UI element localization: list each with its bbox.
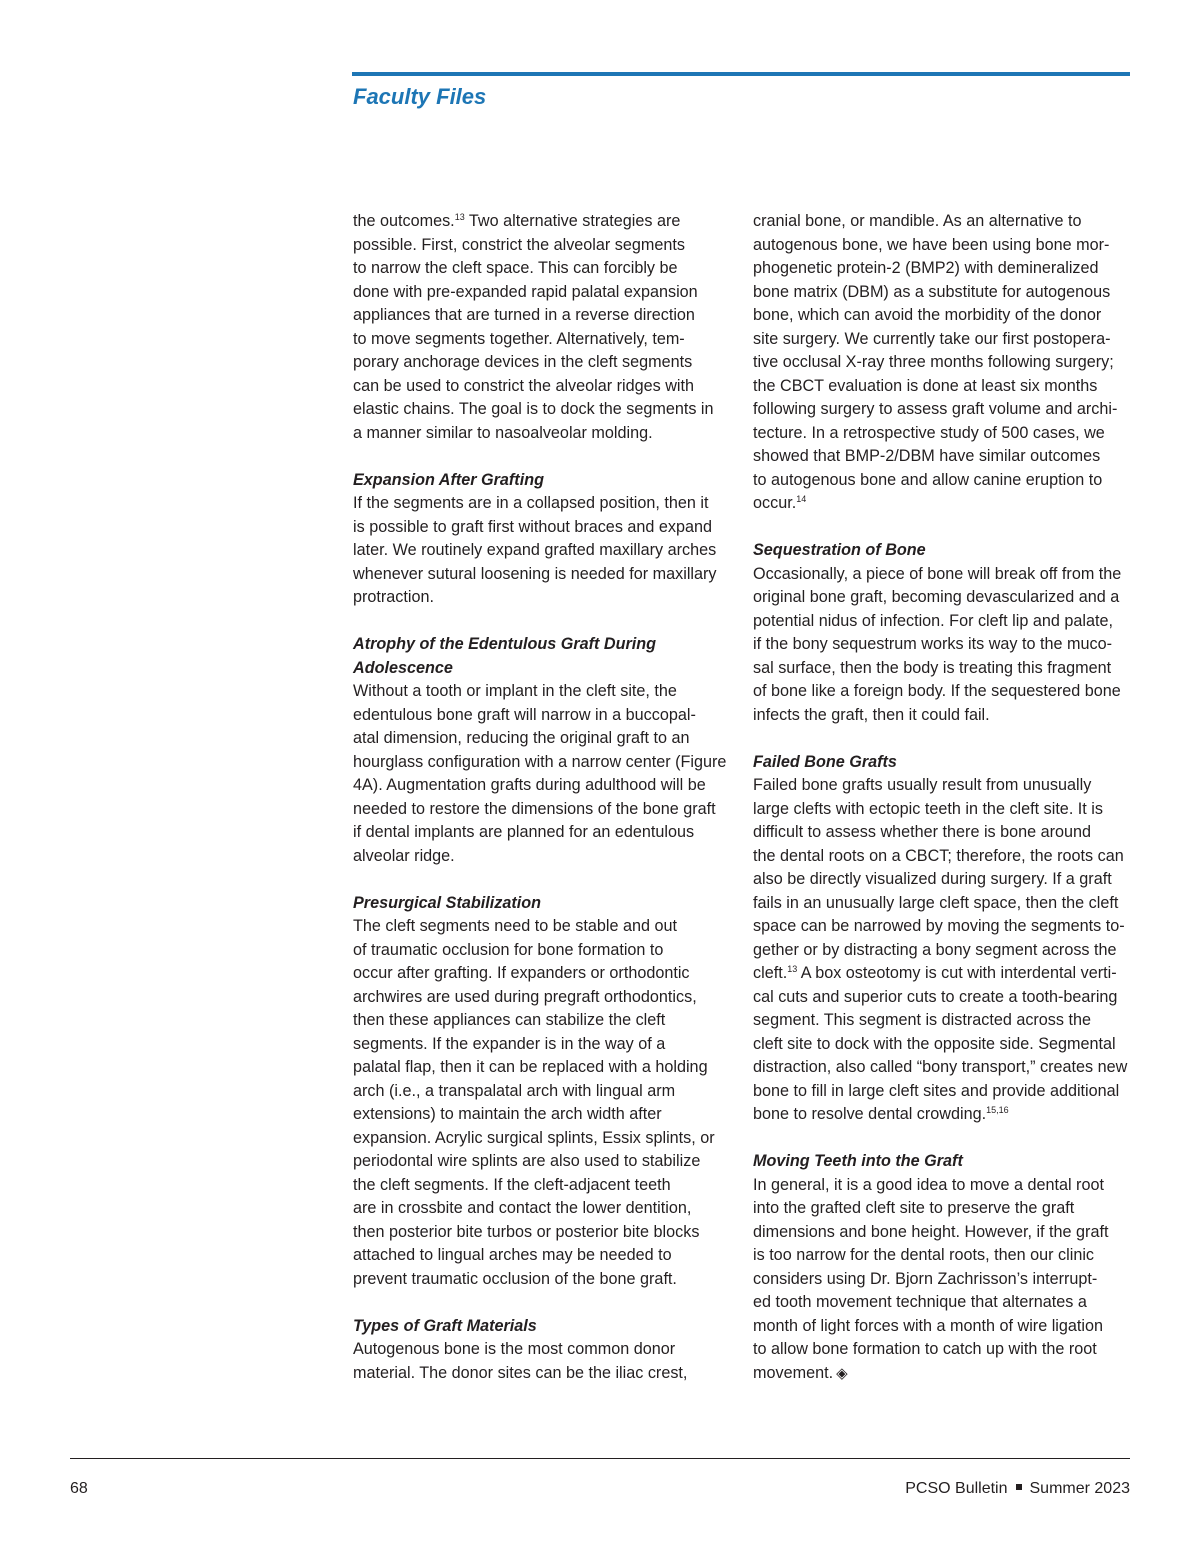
footer-publication [905,1480,1130,1498]
paragraph: the outcomes.$^{13}$ Two alternative strategies are possible. First, constrict the alveolar segments to narrow the cleft space. This can forcibly be done with pre-expanded rapid palatal expansion appliances that are turned in a reverse direction to move segments together. Alternatively, tem- porary anchorage devices in the cleft segments can be used to constrict the alveolar ridges with elastic chains. The goal is to dock the segments in a manner similar to nasoalveolar molding. [353,212,714,442]
paragraph: If the segments are in a collapsed position, then it is possible to graft first without braces and expand later. We routinely expand grafted maxillary arches whenever sutural loosening is needed for maxillary protraction. [353,494,717,606]
subheading-sequestration-of-bone: Sequestration of Bone [753,541,926,559]
footer-rule [70,1458,1130,1459]
subheading-expansion-after-grafting: Expansion After Grafting [353,470,544,489]
subheading-atrophy-line2: Adolescence [353,658,453,677]
issue-date: Summer 2023 [1029,1480,1130,1497]
citation: 15,16 [986,1105,1009,1115]
end-of-article-icon: ◈ [836,1364,848,1382]
section-title: Faculty Files [353,84,487,109]
paragraph: Failed bone grafts usually result from unusually large clefts with ectopic teeth in the cleft site. It is difficult to assess whether there is bone around the dental roots on a CBCT; therefore, the roots can also be directly visualized during surgery. If a graft fails in an unusually large cleft space, then the cleft space can be narrowed by moving the segments to- gether or by distracting a bony segment across the cleft.$^{13}$ A box osteotomy is cut with interdental verti- cal cuts and superior cuts to create a tooth-bearing segment. This segment is distracted across the cleft site to dock with the opposite side. Segmental distraction, also called “bony transport,” creates new bone to fill in large cleft sites and provide additional bone to resolve dental crowding.$^{15,16}$ [753,776,1128,1123]
subheading-types-of-graft-materials: Types of Graft Materials [353,1316,537,1335]
subheading-moving-teeth: Moving Teeth into the Graft [753,1152,963,1170]
subheading-presurgical-stabilization: Presurgical Stabilization [353,893,542,912]
paragraph: cranial bone, or mandible. As an alternative to autogenous bone, we have been using bone mor- phogenetic protein-2 (BMP2) with demineralized bone matrix (DBM) as a substitute for autogenous bone, which can avoid the morbidity of the donor site surgery. We currently take our first postopera- tive occlusal X-ray three months following surgery; the CBCT evaluation is done at least six months following surgery to assess graft volume and archi- tecture. In a retrospective study of 500 cases, we showed that BMP-2/DBM have similar outcomes to autogenous bone and allow canine eruption to occur.$^{14}$ [753,212,1118,512]
subheading-atrophy: Atrophy of the Edentulous Graft During [353,635,657,653]
publication-name: PCSO Bulletin [905,1480,1008,1497]
paragraph: The cleft segments need to be stable and out of traumatic occlusion for bone formation to occur after grafting. If expanders or orthodontic archwires are used during pregraft orthodontics, then these appliances can stabilize the cleft segments. If the expander is in the way of a palatal flap, then it can be replaced with a holding arch (i.e., a transpalatal arch with lingual arm extensions) to maintain the arch width after expansion. Acrylic surgical splints, Essix splints, or periodontal wire splints are also used to stabilize the cleft segments. If the cleft-adjacent teeth are in crossbite and contact the lower dentition, then posterior bite turbos or posterior bite blocks attached to lingual arches may be needed to prevent traumatic occlusion of the bone graft. [353,917,715,1288]
paragraph: In general, it is a good idea to move a dental root into the grafted cleft site to preserve the graft dimensions and bone height. However, if the graft is too narrow for the dental roots, then our clinic considers using Dr. Bjorn Zachrisson’s interrupt- ed tooth movement technique that alternates a month of light forces with a month of wire ligation to allow bone formation to catch up with the root movement. ◈ [753,1174,1131,1386]
article-column-left [353,210,733,1385]
article-column-right [753,210,1131,1385]
paragraph: Occasionally, a piece of bone will break off from the original bone graft, becoming devascularized and a potential nidus of infection. For cleft lip and palate, if the bony sequestrum works its way to the muco- sal surface, then the body is treating this fragment of bone like a foreign body. If the sequestered bone infects the graft, then it could fail. [753,564,1122,724]
citation: 13 [454,212,465,222]
subheading-failed-bone-grafts: Failed Bone Grafts [753,752,897,771]
page-number: 68 [70,1480,88,1497]
citation: 14 [796,494,807,504]
citation: 13 [787,964,798,974]
square-bullet-icon [1016,1484,1022,1490]
paragraph: Autogenous bone is the most common donor material. The donor sites can be the iliac crest, [353,1340,688,1382]
header-rule [352,72,1130,76]
paragraph: Without a tooth or implant in the cleft site, the edentulous bone graft will narrow in a buccopal- atal dimension, reducing the original graft to an hourglass configuration with a narrow center (Figure 4A). Augmentation grafts during adulthood will be needed to restore the dimensions of the bone graft if dental implants are planned for an edentulous alveolar ridge. [353,682,727,865]
